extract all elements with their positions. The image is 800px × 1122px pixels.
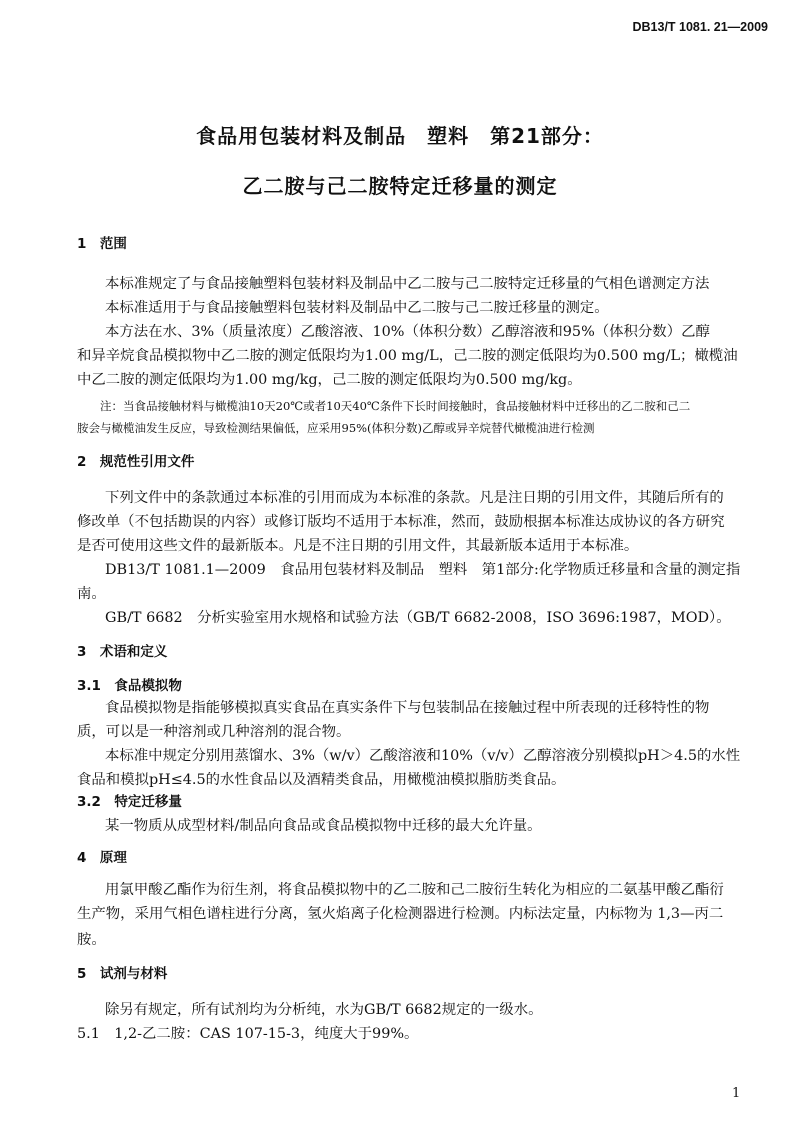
- paragraph-line: 食品模拟物是指能够模拟真实食品在真实条件下与包装制品在接触过程中所表现的迁移特性的物: [105, 700, 710, 716]
- document-number: DB13/T 1081. 21—2009: [632, 20, 768, 34]
- section-heading: 3.1 食品模拟物: [77, 678, 182, 694]
- paragraph-line: 质，可以是一种溶剂或几种溶剂的混合物。: [77, 724, 351, 740]
- title-line-2: 乙二胺与己二胺特定迁移量的测定: [242, 174, 558, 198]
- paragraph-line: 和异辛烷食品模拟物中乙二胺的测定低限均为1.00 mg/L，己二胺的测定低限均为0.500 mg/L；橄榄油: [77, 348, 738, 364]
- paragraph-line: GB/T 6682 分析实验室用水规格和试验方法（GB/T 6682-2008，ISO 3696:1987，MOD）。: [105, 610, 731, 626]
- note-line: 胺会与橄榄油发生反应，导致检测结果偏低，应采用95%(体积分数)乙醇或异辛烷替代橄榄油进行检测: [77, 421, 595, 435]
- paragraph-line: 下列文件中的条款通过本标准的引用而成为本标准的条款。凡是注日期的引用文件，其随后所有的: [105, 490, 724, 506]
- paragraph-line: DB13/T 1081.1—2009 食品用包装材料及制品 塑料 第1部分:化学物质迁移量和含量的测定指: [105, 562, 741, 578]
- paragraph-line: 是否可使用这些文件的最新版本。凡是不注日期的引用文件，其最新版本适用于本标准。: [77, 538, 639, 554]
- paragraph-line: 南。: [77, 586, 106, 602]
- paragraph-line: 生产物，采用气相色谱柱进行分离，氢火焰离子化检测器进行检测。内标法定量，内标物为 1,3—丙二: [77, 906, 724, 922]
- page-number: 1: [732, 1086, 741, 1101]
- paragraph-line: 食品和模拟pH≤4.5的水性食品以及酒精类食品，用橄榄油模拟脂肪类食品。: [77, 772, 566, 788]
- paragraph-line: 本方法在水、3%（质量浓度）乙酸溶液、10%（体积分数）乙醇溶液和95%（体积分数）乙醇: [105, 324, 710, 340]
- paragraph-line: 某一物质从成型材料/制品向食品或食品模拟物中迁移的最大允许量。: [105, 818, 542, 834]
- paragraph-line: 5.1 1,2-乙二胺：CAS 107-15-3，纯度大于99%。: [77, 1026, 419, 1042]
- title-line-1: 食品用包装材料及制品 塑料 第21部分：: [196, 124, 604, 148]
- paragraph-line: 本标准规定了与食品接触塑料包装材料及制品中乙二胺与己二胺特定迁移量的气相色谱测定方法: [105, 276, 710, 292]
- paragraph-line: 除另有规定，所有试剂均为分析纯，水为GB/T 6682规定的一级水。: [105, 1002, 543, 1018]
- paragraph-line: 本标准适用于与食品接触塑料包装材料及制品中乙二胺与己二胺迁移量的测定。: [105, 300, 609, 316]
- section-heading: 3 术语和定义: [77, 644, 168, 660]
- section-heading: 2 规范性引用文件: [77, 454, 195, 470]
- section-heading: 3.2 特定迁移量: [77, 794, 182, 810]
- paragraph-line: 胺。: [77, 932, 106, 948]
- paragraph-line: 本标准中规定分别用蒸馏水、3%（w/v）乙酸溶液和10%（v/v）乙醇溶液分别模拟pH＞4.5的水性: [105, 748, 741, 764]
- paragraph-line: 用氯甲酸乙酯作为衍生剂，将食品模拟物中的乙二胺和己二胺衍生转化为相应的二氨基甲酸乙酯衍: [105, 882, 724, 898]
- section-heading: 4 原理: [77, 850, 127, 866]
- section-heading: 5 试剂与材料: [77, 966, 168, 982]
- section-heading: 1 范围: [77, 236, 127, 252]
- paragraph-line: 修改单（不包括勘误的内容）或修订版均不适用于本标准，然而，鼓励根据本标准达成协议的各方研究: [77, 514, 725, 530]
- paragraph-line: 中乙二胺的测定低限均为1.00 mg/kg，己二胺的测定低限均为0.500 mg/kg。: [77, 372, 582, 388]
- note-line: 注：当食品接触材料与橄榄油10天20℃或者10天40℃条件下长时间接触时，食品接触材料中迁移出的乙二胺和己二: [100, 399, 691, 413]
